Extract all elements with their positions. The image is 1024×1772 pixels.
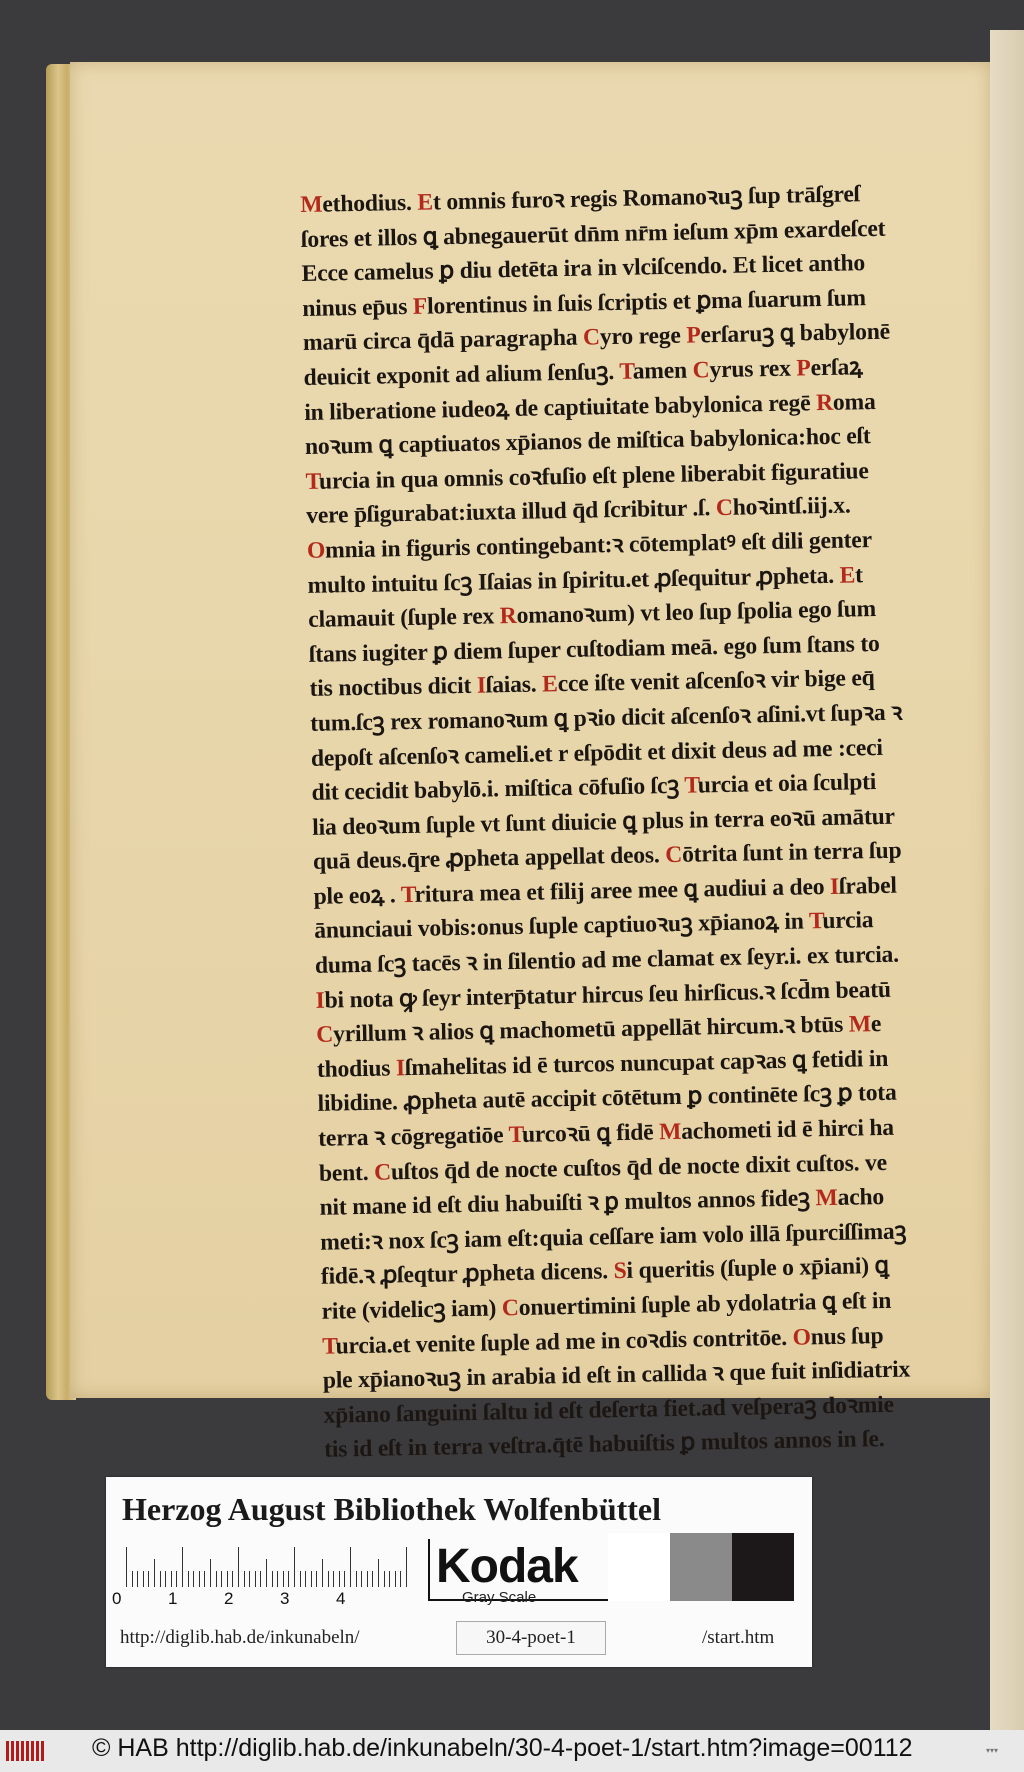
ruler-number: 4 (336, 1589, 346, 1608)
ruler-tick (311, 1571, 312, 1587)
rubric-initial: C (316, 1021, 334, 1049)
ruler-tick (193, 1571, 194, 1587)
text-line: tis id eſt in terra veſtra.q̄tē habuiſtis ꝑ multos annos in ſe. (323, 1426, 885, 1464)
white-swatch (608, 1533, 670, 1601)
text-line: ſtans iugiter ꝑ diem ſuper cuſtodiam meā. ego ſum ſtans to (308, 630, 880, 668)
ruler-tick (350, 1547, 351, 1587)
text-line: multo intuitu ſcꝫ Iſaias in ſpiritu.et ꝓſequitur ꝓpheta. Et (307, 561, 864, 599)
text-line: rite (videlicꝫ iam) Conuertimini ſuple ab ydolatria ꝗ eſt in (321, 1287, 892, 1325)
ruler-tick (406, 1547, 407, 1587)
gray-swatch (670, 1533, 732, 1601)
rubric-initial: E (541, 671, 558, 698)
text-line: tis noctibus dicit Iſaias. Ecce iſte venit aſcenſoꝛ vir bige eq̄ (309, 665, 875, 703)
rubric-initial: C (501, 1295, 519, 1322)
rubric-initial: T (808, 908, 823, 935)
ruler-tick (221, 1571, 222, 1587)
ruler-tick (395, 1571, 396, 1587)
ruler-tick (384, 1571, 385, 1587)
ruler-tick (356, 1571, 357, 1587)
target-card (106, 1477, 812, 1667)
rubric-initial: M (658, 1118, 682, 1146)
footer-tag: ▾▾▾ (985, 1746, 998, 1755)
text-line: bent. Cuſtos q̄d de nocte cuſtos q̄d de nocte dixit cuſtos. ve (318, 1149, 888, 1187)
ruler-tick (227, 1571, 228, 1587)
rubric-initial: T (684, 772, 698, 799)
ruler-tick (283, 1571, 284, 1587)
rubric-initial: C (664, 842, 683, 869)
ruler-tick (238, 1547, 239, 1587)
text-line: vere p̄ſigurabat:iuxta illud q̄d ſcribitur .ſ. Choꝛintſ.iij.x. (306, 492, 851, 530)
rubric-initial: E (417, 189, 434, 216)
rubric-initial: F (412, 293, 428, 320)
text-line: clamauit (ſuple rex Romanoꝛum) vt leo ſup ſpolia ego ſum (308, 596, 877, 634)
facing-page-edge (990, 30, 1024, 1730)
ruler-tick (260, 1571, 261, 1587)
text-line: Ibi nota ꝙ ſeyr interp̄tatur hircus ſeu hirſicus.ꝛ ſcd̄m beatū (315, 976, 892, 1014)
ruler-tick (232, 1571, 233, 1587)
ruler-tick (272, 1571, 273, 1587)
ruler-tick (294, 1547, 295, 1587)
rubric-initial: O (306, 537, 326, 564)
rubric-initial: P (686, 322, 701, 349)
ruler-tick (171, 1571, 172, 1587)
text-line: Methodius. Et omnis furoꝛ regis Romanoꝛuꝫ ſup trāſgreſ (300, 181, 861, 218)
black-swatch (732, 1533, 794, 1601)
rubric-initial: C (582, 324, 601, 351)
ruler-number: 2 (224, 1589, 234, 1608)
ruler-tick (199, 1571, 200, 1587)
text-line: Turcia.et venite ſuple ad me in coꝛdis contritōe. Onus ſup (321, 1322, 884, 1360)
ruler-tick (165, 1571, 166, 1587)
ruler-tick (333, 1571, 334, 1587)
shelfmark-box: 30-4-poet-1 (456, 1621, 606, 1655)
text-line: marū circa q̄dā paragrapha Cyro rege Perſaruꝫ ꝗ babylonē (302, 319, 891, 357)
ruler-tick (344, 1571, 345, 1587)
text-line: ānunciaui vobis:onus ſuple captiuoꝛuꝫ xp̄ianoꝝ in Turcia (314, 907, 874, 945)
ruler-tick (204, 1571, 205, 1587)
text-line: in liberatione iudeoꝝ de captiuitate babylonica regē Roma (304, 388, 876, 426)
ruler-tick (255, 1571, 256, 1587)
ruler-tick (277, 1571, 278, 1587)
text-line: fidē.ꝛ ꝓſeqtur ꝓpheta dicens. Si queritis (ſuple o xp̄iani) ꝗ (320, 1253, 890, 1291)
ruler-tick (389, 1571, 390, 1587)
text-line: lia deoꝛum ſuple vt ſunt diuicie ꝗ plus in terra eoꝛū amātur (312, 803, 896, 841)
rubric-initial: I (476, 672, 487, 700)
text-line: depoſt aſcenſoꝛ cameli.et r eſpōdit et dixit deus ad me :ceci (310, 734, 884, 772)
ruler-tick (316, 1571, 317, 1587)
ruler-tick (249, 1571, 250, 1587)
rubric-initial: M (815, 1185, 838, 1212)
footer-source-url[interactable]: © HAB http://diglib.hab.de/inkunabeln/30-4-poet-1/start.htm?image=00112 (92, 1734, 913, 1762)
rubric-initial: S (613, 1258, 627, 1285)
text-line: quā deus.q̄re ꝓpheta appellat deos. Cōtrita ſunt in terra ſup (312, 837, 902, 876)
text-line: ninus ep̄us Florentinus in ſuis ſcriptis et ꝑma ſuarum ſum (302, 284, 867, 322)
rubric-initial: O (792, 1324, 811, 1351)
ruler-tick (176, 1571, 177, 1587)
text-line: noꝛum ꝗ captiuatos xp̄ianos de miſtica babylonica:hoc eſt (304, 423, 871, 461)
ruler-tick (182, 1547, 183, 1587)
rubric-initial: I (315, 987, 325, 1014)
rubric-initial: E (839, 561, 856, 589)
ruler-tick (372, 1571, 373, 1587)
rubric-initial: M (300, 191, 323, 218)
gray-scale-label: Gray Scale (462, 1589, 537, 1606)
ruler-tick (160, 1571, 161, 1587)
text-line: nit mane id eſt diu habuiſti ꝛ ꝑ multos annos fideꝫ Macho (319, 1184, 885, 1222)
text-line: Ecce camelus ꝑ diu detēta ira in vlciſcendo. Et licet antho (301, 250, 866, 288)
ruler-number: 0 (112, 1589, 122, 1608)
ruler-scale (126, 1541, 426, 1587)
ruler-tick (266, 1559, 267, 1587)
text-line: ple xp̄ianoꝛuꝫ in arabia id eſt in callida ꝛ que fuit inſidiatrix (322, 1356, 911, 1394)
rubric-initial: I (395, 1054, 406, 1082)
ruler-tick (126, 1547, 127, 1587)
text-line: meti:ꝛ nox ſcꝫ iam eſt:quia ceſſare iam volo illā ſpurciſſimaꝫ (320, 1218, 907, 1256)
rubric-initial: C (373, 1159, 392, 1186)
ruler-tick (288, 1571, 289, 1587)
ruler-number: 3 (280, 1589, 290, 1608)
ruler-tick (367, 1571, 368, 1587)
text-line: ple eoꝝ . Tritura mea et filij aree mee ꝗ audiui a deo Iſrabel (313, 872, 898, 910)
rubric-initial: T (305, 468, 320, 495)
ruler-tick (400, 1571, 401, 1587)
text-line: duma ſcꝫ tacēs ꝛ in ſilentio ad me clamat ex ſeyr.i. ex turcia. (314, 941, 900, 979)
library-name: Herzog August Bibliothek Wolfenbüttel (122, 1491, 662, 1527)
ruler-tick (328, 1571, 329, 1587)
ruler-tick (378, 1559, 379, 1587)
ruler-tick (361, 1571, 362, 1587)
ruler-tick (244, 1571, 245, 1587)
rubric-initial: C (692, 357, 710, 384)
text-line: terra ꝛ cōgregatiōe Turcoꝛū ꝗ fidē Machometi id ē hirci ha (318, 1114, 895, 1152)
rubric-initial: R (499, 603, 517, 630)
url-prefix: http://diglib.hab.de/inkunabeln/ (120, 1627, 360, 1648)
ruler-tick (339, 1571, 340, 1587)
text-line: Turcia in qua omnis coꝛfuſio eſt plene liberabit figuratiue (305, 457, 869, 495)
text-line: thodius Iſmahelitas id ē turcos nuncupat capꝛas ꝗ fetidi in (316, 1045, 889, 1083)
rubric-initial: T (321, 1333, 336, 1360)
kodak-wordmark: Kodak (436, 1540, 578, 1593)
rubric-initial: C (715, 495, 733, 522)
ruler-tick (216, 1571, 217, 1587)
text-line: tum.ſcꝫ rex romanoꝛum ꝗ pꝛio dicit aſcenſoꝛ aſini.vt ſupꝛa ꝛ (310, 699, 903, 737)
text-line: deuicit exponit ad alium ſenſuꝫ. Tamen Cyrus rex Perſaꝝ (303, 354, 863, 391)
rubric-initial: T (400, 881, 415, 909)
incunable-text-block (300, 175, 984, 1467)
ruler-tick (305, 1571, 306, 1587)
text-line: libidine. ꝓpheta autē accipit cōtētum ꝑ continēte ſcꝫ ꝑ tota (317, 1080, 897, 1118)
text-line: dit cecidit babylō.i. miſtica cōfuſio ſcꝫ Turcia et oia ſculpti (311, 769, 877, 806)
text-line: Omnia in figuris contingebant:ꝛ cōtemplatꝰ eſt dili genter (306, 527, 873, 564)
footer-bar (0, 1730, 1024, 1772)
ruler-tick (148, 1571, 149, 1587)
hab-logo-icon (4, 1738, 46, 1764)
ruler-tick (143, 1571, 144, 1587)
ruler-tick (210, 1559, 211, 1587)
text-line: Cyrillum ꝛ alios ꝗ machometū appellāt hircum.ꝛ btūs Me (316, 1011, 882, 1049)
ruler-number: 1 (168, 1589, 178, 1608)
rubric-initial: M (848, 1011, 872, 1038)
ruler-tick (132, 1571, 133, 1587)
ruler-tick (322, 1559, 323, 1587)
ruler-tick (154, 1559, 155, 1587)
rubric-initial: R (815, 389, 834, 416)
ruler-tick (137, 1571, 138, 1587)
text-line: ſores et illos ꝗ abnegauerūt dn̄m nr̄m ieſum xp̄m exardeſcet (300, 215, 886, 253)
rubric-initial: T (508, 1121, 523, 1149)
rubric-initial: I (829, 873, 840, 900)
url-suffix: /start.htm (702, 1627, 775, 1648)
ruler-tick (300, 1571, 301, 1587)
rubric-initial: P (796, 355, 811, 382)
ruler-tick (188, 1571, 189, 1587)
text-line: xp̄iano ſanguini ſaltu id eſt deſerta fiet.ad veſperaꝫ doꝛmie (323, 1391, 894, 1429)
rubric-initial: T (619, 358, 633, 385)
